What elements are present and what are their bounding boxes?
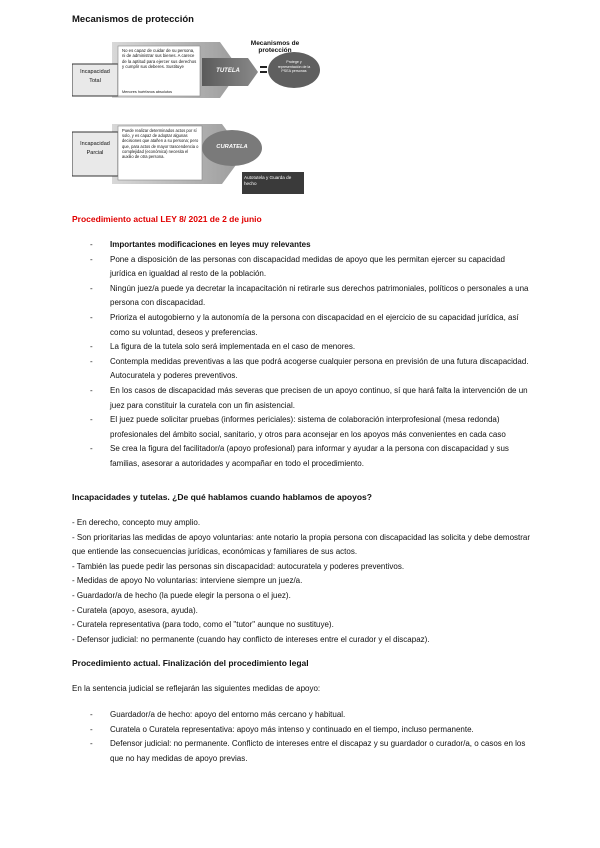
list-item: - Guardador/a de hecho (la puede elegir la persona o el juez). <box>72 590 291 600</box>
list-item: - Ningún juez/a puede ya decretar la incapacitación ni retirarle sus derechos patrimoniales, políticos o personales a una persona con discapacidad. <box>90 283 529 308</box>
section-apoyos-title: Incapacidades y tutelas. ¿De qué hablamos cuando hablamos de apoyos? <box>72 492 372 502</box>
list-item: - Prioriza el autogobierno y la autonomía de la persona con discapacidad en el ejercicio de su capacidad jurídica, así como su voluntad, deseos y preferencias. <box>90 312 519 337</box>
mech-title: Mecanismos de protección <box>250 40 300 54</box>
list-item: - En los casos de discapacidad más severas que precisen de un apoyo continuo, sí que hará falta la intervención de un juez para constituir la curatela con un fin asistencial. <box>90 385 528 410</box>
total-text: No es capaz de cuidar de su persona, ni de administrar sus bienes. A carece de la aptitud para ejercer sus derechos y cumplir sus deberes. Sustituye <box>122 48 197 70</box>
page-title: Mecanismos de protección <box>72 14 194 25</box>
list-item: - Curatela (apoyo, asesora, ayuda). <box>72 605 198 615</box>
list-item: - Curatela o Curatela representativa: apoyo más intenso y continuado en el tiempo, incluso permanente. <box>90 724 474 734</box>
section-finalizacion-title: Procedimiento actual. Finalización del procedimiento legal <box>72 658 309 668</box>
list-item: - Curatela representativa (para todo, como el "tutor" aunque no sustituye). <box>72 620 334 630</box>
list-item: - Pone a disposición de las personas con discapacidad medidas de apoyo que les permitan ejercer su capacidad jurídica en igualdad al resto de la población. <box>90 254 505 279</box>
tutela-result: Protege y representación de la PSEA personas <box>277 60 311 74</box>
list-item: - También las puede pedir las personas sin discapacidad: autocuratela y poderes preventivos. <box>72 561 405 571</box>
list-item: - En derecho, concepto muy amplio. <box>72 518 201 527</box>
apoyos-list <box>72 516 532 647</box>
total-label: Incapacidad Total <box>80 69 110 84</box>
list-item: - Medidas de apoyo No voluntarias: interviene siempre un juez/a. <box>72 576 303 586</box>
tutela-label: TUTELA <box>216 68 240 74</box>
list-item: - Defensor judicial: no permanente (cuando hay conflicto de intereses entre el curador y el discapaz). <box>72 634 430 644</box>
autotutela-label: Autotutela y Guarda de hecho <box>244 175 292 186</box>
curatela-label: CURATELA <box>216 144 248 150</box>
list-item: - Contempla medidas preventivas a las que podrá acogerse cualquier persona en previsión de una futura discapacidad. Autocuratela y poderes preventivos. <box>90 356 529 381</box>
finalizacion-intro: En la sentencia judicial se reflejarán las siguientes medidas de apoyo: <box>72 684 321 693</box>
list-item: - La figura de la tutela solo será implementada en el caso de menores. <box>90 342 356 352</box>
protection-diagram <box>72 38 334 198</box>
total-note: Menores huérfanos absolutos <box>122 90 173 94</box>
list-item: - Guardador/a de hecho: apoyo del entorno más cercano y habitual. <box>90 710 346 719</box>
finalizacion-list <box>72 708 532 766</box>
list-item: - Son prioritarias las medidas de apoyo voluntarias: ante notario la propia persona con discapacidad las solicita y debe demostrar que entiende las consecuencias jurídicas, económicas y familiares de sus actos. <box>72 532 531 557</box>
ley-list <box>72 238 532 472</box>
section-ley-title: Procedimiento actual LEY 8/ 2021 de 2 de junio <box>72 214 262 224</box>
list-item: - Defensor judicial: no permanente. Conflicto de intereses entre el discapaz y su guardador o curador/a, o casos en los que no hay medidas de apoyo previas. <box>90 739 526 763</box>
list-item: - Importantes modificaciones en leyes muy relevantes <box>90 240 311 249</box>
list-item: - El juez puede solicitar pruebas (informes periciales): sistema de colaboración interprofesional (mesa redonda) profesionales del ámbito social, sanitario, y otros para aconsejar en los apoyos más convenientes en cada caso <box>90 415 506 439</box>
partial-text: Puede realizar determinados actos por sí solo, y es capaz de adoptar algunas decisiones que atañen a su persona; pero que, para actos de mayor trascendencia o complejidad (económica) necesita el auxilio de otra persona. <box>122 128 199 160</box>
partial-label: Incapacidad Parcial <box>80 141 110 156</box>
list-item: - Se crea la figura del facilitador/a (apoyo profesional) para informar y ayudar a la persona con discapacidad y sus familias, asesorar a autoridades y acompañar en todo el procedimiento. <box>90 444 509 468</box>
